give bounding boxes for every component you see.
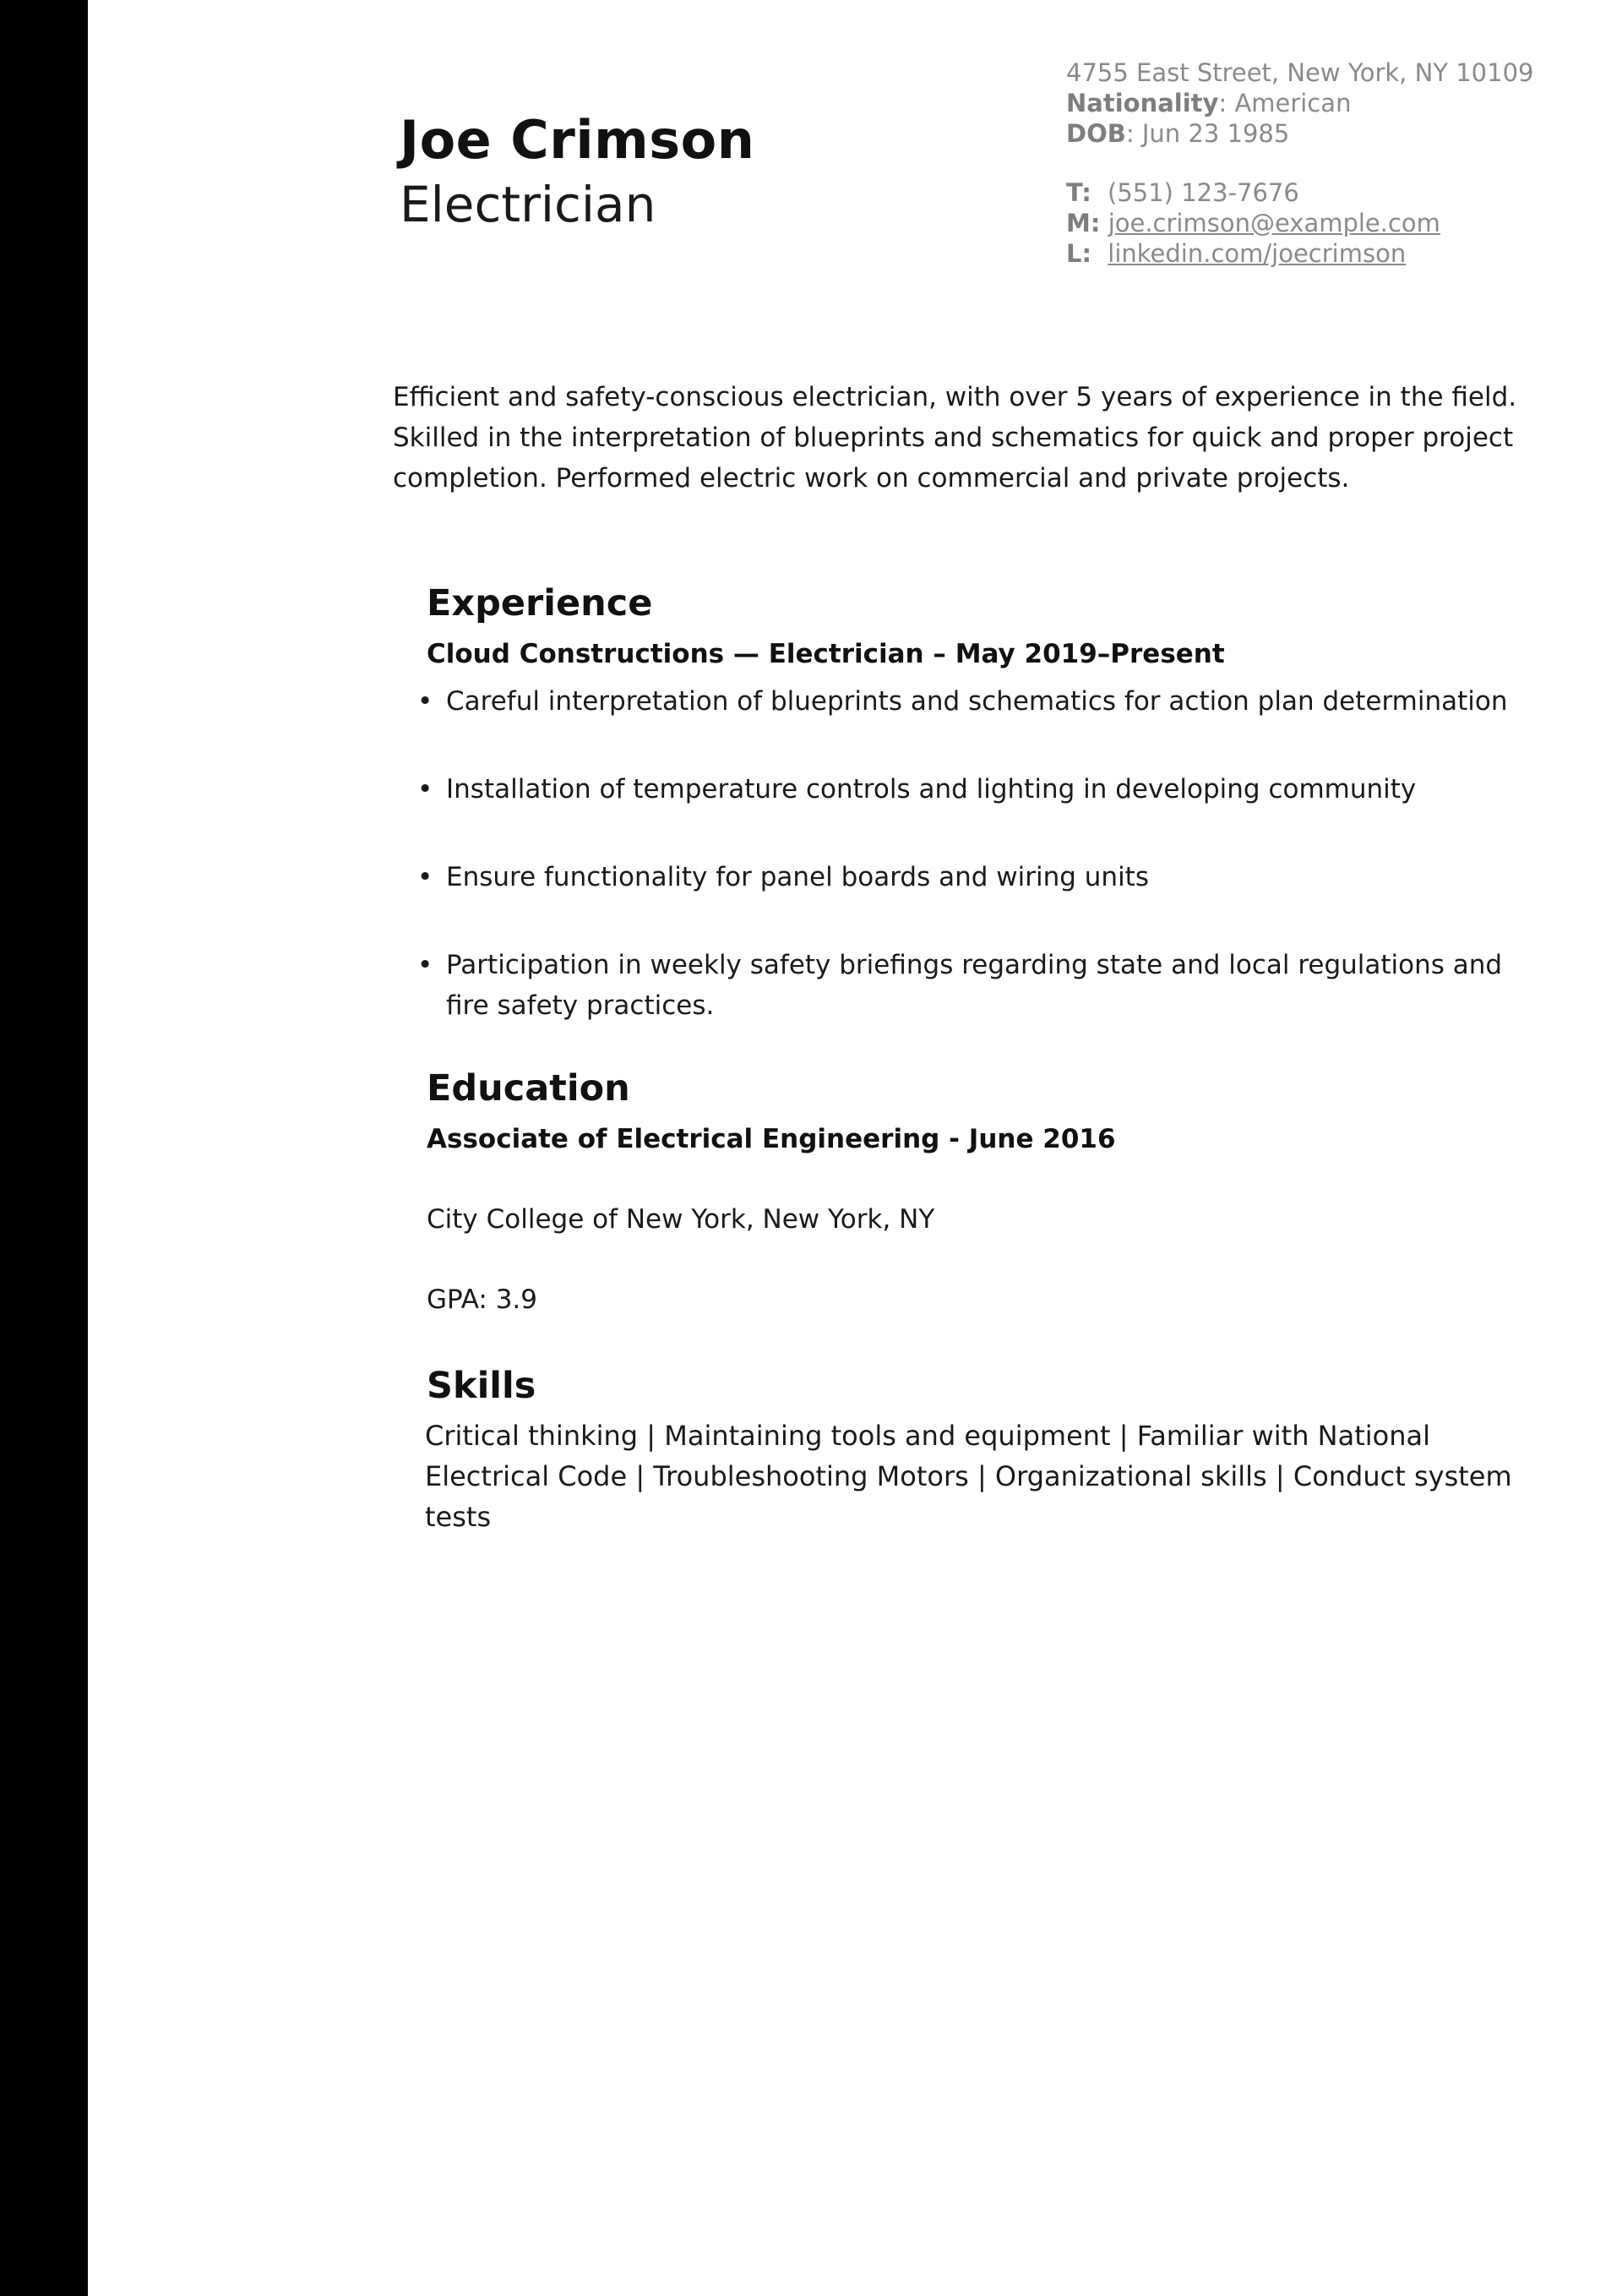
bullet-text: Participation in weekly safety briefings regarding state and local regulations and fire safety practices. bbox=[446, 950, 1503, 1021]
nationality-label: Nationality bbox=[1066, 89, 1219, 117]
experience-heading: Experience bbox=[427, 582, 653, 624]
education-heading: Education bbox=[427, 1067, 630, 1110]
email-label: M: bbox=[1066, 209, 1101, 237]
email-link[interactable]: joe.crimson@example.com bbox=[1108, 209, 1440, 237]
school-name: City College of New York, New York, NY bbox=[427, 1204, 935, 1235]
gpa-value: GPA: 3.9 bbox=[427, 1284, 537, 1315]
experience-bullet-list bbox=[414, 681, 1538, 1073]
dob-label: DOB bbox=[1066, 119, 1126, 148]
phone-value: (551) 123-7676 bbox=[1108, 178, 1299, 207]
dob-value: Jun 23 1985 bbox=[1141, 119, 1290, 148]
candidate-name: Joe Crimson bbox=[400, 108, 755, 171]
bullet-text: Installation of temperature controls and lighting in developing community bbox=[446, 774, 1417, 804]
linkedin-label: L: bbox=[1066, 239, 1092, 268]
list-item bbox=[414, 857, 1538, 897]
job-title: Electrician bbox=[400, 176, 656, 233]
job-entry-title: Cloud Constructions — Electrician – May 2019–Present bbox=[427, 639, 1225, 669]
bullet-icon: • bbox=[417, 950, 433, 980]
summary-paragraph: Efficient and safety-conscious electrician, with over 5 years of experience in the field. Skilled in the interpretation of blueprints and schematics for quick and proper project completion. Performed electric work on commercial and private projects. bbox=[393, 382, 1517, 494]
bullet-text: Careful interpretation of blueprints and schematics for action plan determination bbox=[446, 686, 1508, 717]
address: 4755 East Street, New York, NY 10109 bbox=[1066, 58, 1534, 87]
phone-label: T: bbox=[1066, 178, 1091, 207]
nationality-line: Nationality: American bbox=[1066, 89, 1352, 117]
list-item bbox=[414, 945, 1538, 1026]
skills-list: Critical thinking | Maintaining tools and equipment | Familiar with National Electrical Code | Troubleshooting Motors | Organizational skills | Conduct system tests bbox=[425, 1420, 1512, 1533]
bullet-icon: • bbox=[417, 862, 433, 892]
linkedin-line bbox=[1066, 238, 1607, 269]
bullet-text: Ensure functionality for panel boards and wiring units bbox=[446, 862, 1149, 892]
contact-gap bbox=[1066, 149, 1607, 177]
skills-heading: Skills bbox=[427, 1365, 536, 1407]
left-black-bar bbox=[0, 0, 88, 2296]
email-line bbox=[1066, 208, 1607, 238]
bullet-icon: • bbox=[417, 774, 433, 804]
contact-block bbox=[1066, 57, 1607, 269]
list-item bbox=[414, 769, 1538, 810]
nationality-value: American bbox=[1234, 89, 1352, 117]
dob-line: DOB: Jun 23 1985 bbox=[1066, 119, 1290, 148]
degree-title: Associate of Electrical Engineering - June 2016 bbox=[427, 1124, 1116, 1154]
list-item bbox=[414, 681, 1538, 722]
phone-line bbox=[1066, 177, 1607, 208]
linkedin-link[interactable]: linkedin.com/joecrimson bbox=[1108, 239, 1407, 268]
bullet-icon: • bbox=[417, 686, 433, 717]
